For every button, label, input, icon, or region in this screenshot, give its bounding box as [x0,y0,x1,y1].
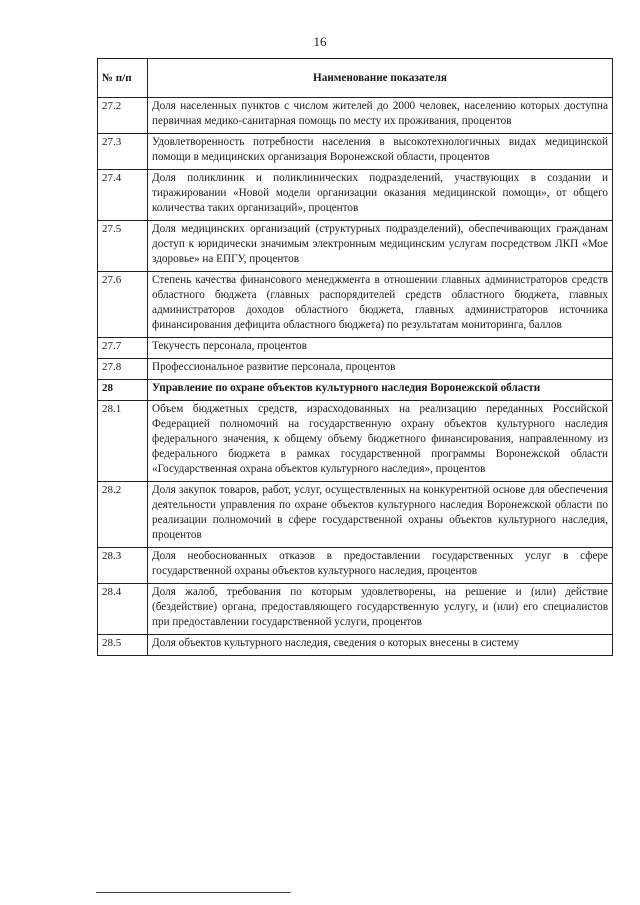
row-number: 27.8 [98,359,148,380]
indicator-name: Текучесть персонала, процентов [148,338,613,359]
indicator-name: Доля жалоб, требования по которым удовлетворены, на решение и (или) действие (бездействие) органа, предоставляющего государственную услугу, и (или) его специалистов при предоставлении государственной услуги, процентов [148,584,613,635]
section-header-row [98,380,613,401]
indicator-name: Доля необоснованных отказов в предоставлении государственных услуг в сфере государственной охраны объектов культурного наследия, процентов [148,548,613,584]
row-number: 28.4 [98,584,148,635]
row-number: 27.7 [98,338,148,359]
table-row [98,482,613,548]
indicator-name: Доля медицинских организаций (структурных подразделений), обеспечивающих гражданам доступ к юридически значимым электронным медицинским услугам посредством ЛКП «Мое здоровье» на ЕПГУ, процентов [148,221,613,272]
row-number: 28.5 [98,635,148,656]
indicators-table [97,58,613,656]
row-number: 27.3 [98,134,148,170]
row-number: 28.2 [98,482,148,548]
table-row [98,635,613,656]
indicator-name: Доля поликлиник и поликлинических подразделений, участвующих в создании и тиражировании «Новой модели организации оказания медицинской помощи», от общего количества таких организаций», процентов [148,170,613,221]
row-number: 28.3 [98,548,148,584]
table-header-row [98,59,613,98]
indicator-name: Удовлетворенность потребности населения в высокотехнологичных видах медицинской помощи в медицинских организация Воронежской области, процентов [148,134,613,170]
page-number: 16 [313,34,327,49]
column-header-indicator-name: Наименование показателя [148,59,613,98]
indicator-name: Профессиональное развитие персонала, процентов [148,359,613,380]
row-number: 27.4 [98,170,148,221]
row-number: 27.2 [98,98,148,134]
row-number: 27.5 [98,221,148,272]
indicator-name: Доля объектов культурного наследия, сведения о которых внесены в систему [148,635,613,656]
indicator-name: Объем бюджетных средств, израсходованных на реализацию переданных Российской Федерацией полномочий на государственную охрану объектов культурного наследия федерального значения, к общему объему бюджетного финансирования, направленному из федерального бюджета в рамках государственной программы Воронежской области «Государственная охрана объектов культурного наследия», процентов [148,401,613,482]
footer-rule [96,892,291,893]
indicator-name: Доля населенных пунктов с числом жителей до 2000 человек, населению которых доступна первичная медико-санитарная помощь по месту их проживания, процентов [148,98,613,134]
indicator-name: Доля закупок товаров, работ, услуг, осуществленных на конкурентной основе для обеспечения деятельности управления по охране объектов культурного наследия Воронежской области по реализации полномочий в сфере государственной охраны объектов культурного наследия, процентов [148,482,613,548]
table-row [98,548,613,584]
table-row [98,272,613,338]
row-number: 27.6 [98,272,148,338]
table-row [98,98,613,134]
table-row [98,221,613,272]
indicator-name: Степень качества финансового менеджмента в отношении главных администраторов средств областного бюджета (главных распорядителей средств областного бюджета, главных администраторов доходов областного бюджета, главных администраторов источника финансирования дефицита областного бюджета) по результатам мониторинга, баллов [148,272,613,338]
table-row [98,170,613,221]
table-row [98,401,613,482]
table-row [98,134,613,170]
section-number: 28 [98,380,148,401]
table-row [98,584,613,635]
section-title: Управление по охране объектов культурного наследия Воронежской области [148,380,613,401]
row-number: 28.1 [98,401,148,482]
table-row [98,359,613,380]
column-header-number: № п/п [98,59,148,98]
table-row [98,338,613,359]
